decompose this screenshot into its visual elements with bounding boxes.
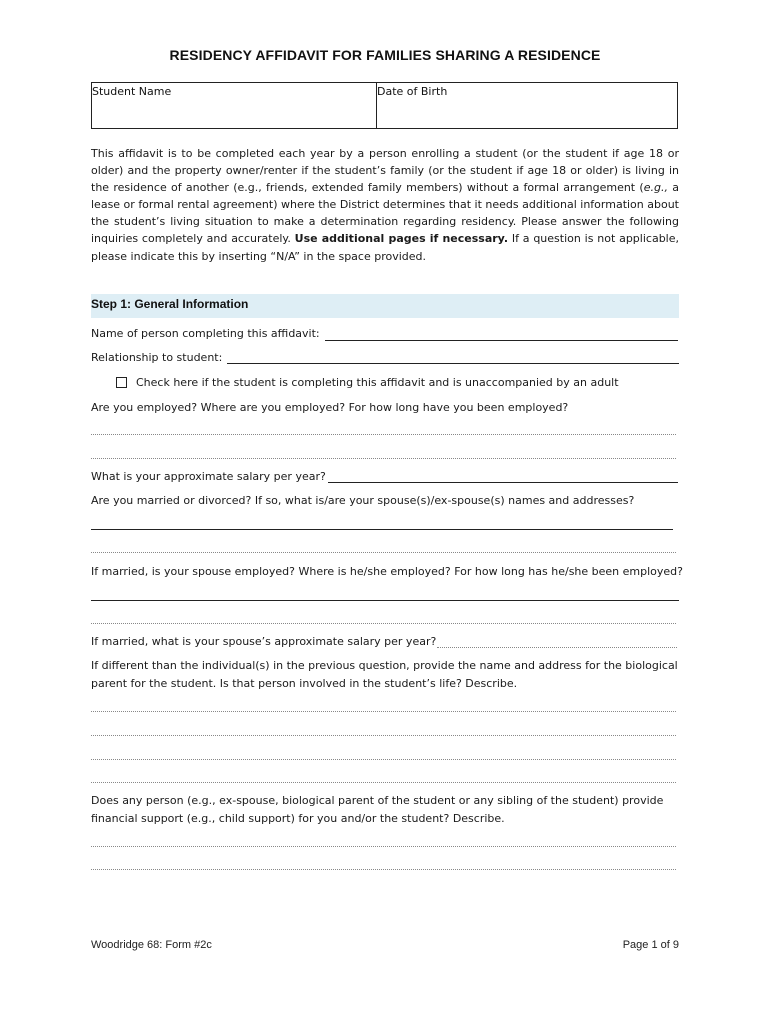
employed-answer-line-1[interactable] [91, 434, 676, 435]
q-relationship-label: Relationship to student: [91, 351, 223, 364]
footer-form-id: Woodridge 68: Form #2c [91, 939, 212, 951]
date-of-birth-label: Date of Birth [377, 85, 448, 98]
q-bio-parent-label: If different than the individual(s) in the previous question, provide the name and address for the biological parent for the student. Is that person involved in the student’s life? Describe. [91, 659, 678, 690]
intro-bold-note: Use additional pages if necessary. [294, 232, 509, 246]
q-support-label: Does any person (e.g., ex-spouse, biological parent of the student or any sibling of the student) provide financial support (e.g., child support) for you and/or the student? Describe. [91, 794, 664, 825]
intro-text-2: a lease or formal rental agreement) where the District determines that it needs additional information about the student’s living situation to make a determination regarding residency. Please answer the following inquiries completely and accurately. [91, 181, 679, 246]
step1-header: Step 1: General Information [91, 294, 679, 318]
q-employed-label: Are you employed? Where are you employed? For how long have you been employed? [91, 401, 569, 414]
q-spouse-employed-label: If married, is your spouse employed? Where is he/she employed? For how long has he/she been employed? [91, 565, 683, 578]
support-answer-line-2[interactable] [91, 869, 676, 870]
employed-answer-line-2[interactable] [91, 458, 676, 459]
bio-parent-answer-line-4[interactable] [91, 782, 676, 783]
q-salary-label: What is your approximate salary per year? [91, 470, 326, 483]
student-info-table [91, 82, 678, 129]
salary-input-line[interactable] [328, 482, 678, 483]
date-of-birth-field[interactable] [377, 83, 677, 128]
student-name-field[interactable] [92, 83, 377, 128]
spouse-salary-input-line[interactable] [437, 647, 677, 648]
q-name-label: Name of person completing this affidavit: [91, 327, 320, 340]
bio-parent-answer-line-2[interactable] [91, 735, 676, 736]
q-spouse-salary-label: If married, what is your spouse’s approximate salary per year? [91, 635, 437, 648]
name-input-line[interactable] [325, 340, 678, 341]
bio-parent-answer-line-3[interactable] [91, 759, 676, 760]
married-answer-line-1[interactable] [91, 529, 673, 530]
intro-text-3: If a question is not applicable, please indicate this by inserting “N/A” in the space provided. [91, 232, 679, 263]
intro-paragraph [91, 145, 679, 265]
unaccompanied-checkbox[interactable] [116, 377, 127, 388]
intro-eg: e.g., [643, 181, 668, 195]
page-title: RESIDENCY AFFIDAVIT FOR FAMILIES SHARING A RESIDENCE [169, 47, 601, 63]
student-name-label: Student Name [92, 85, 172, 98]
spouse-employed-answer-line-2[interactable] [91, 623, 676, 624]
support-answer-line-1[interactable] [91, 846, 676, 847]
intro-text-1: This affidavit is to be completed each year by a person enrolling a student (or the student if age 18 or older) and the property owner/renter if the student’s family (or the student if age 18 or older) is living in the residence of another (e.g., friends, extended family members) without a formal arrangement ( [91, 147, 679, 195]
married-answer-line-2[interactable] [91, 552, 676, 553]
relationship-input-line[interactable] [227, 363, 679, 364]
spouse-employed-answer-line-1[interactable] [91, 600, 679, 601]
bio-parent-answer-line-1[interactable] [91, 711, 676, 712]
checkbox-label: Check here if the student is completing this affidavit and is unaccompanied by an adult [136, 376, 619, 389]
q-married-label: Are you married or divorced? If so, what is/are your spouse(s)/ex-spouse(s) names and addresses? [91, 494, 635, 507]
footer-page-number: Page 1 of 9 [622, 939, 679, 951]
